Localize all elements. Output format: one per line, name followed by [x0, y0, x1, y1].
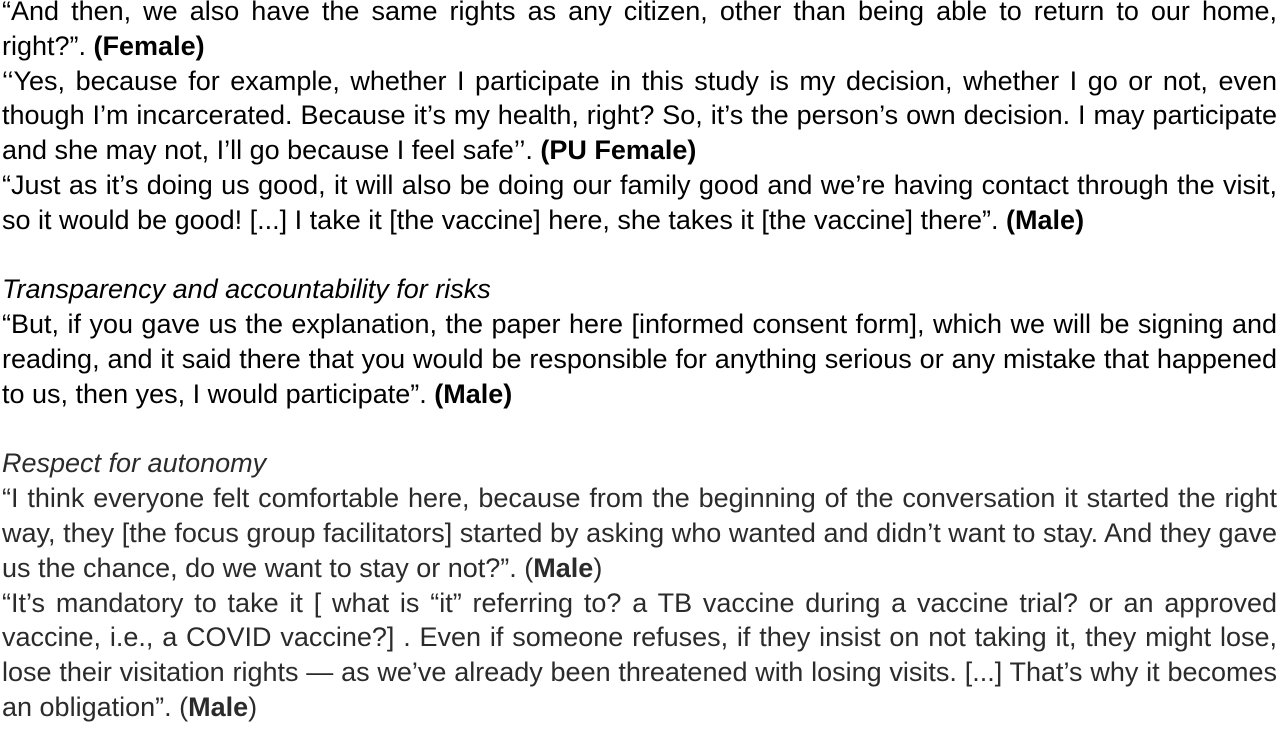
- quote-text: “It’s mandatory to take it [ what is “it” referring to? a TB vaccine during a vaccine trial? or an approved vaccine, i.e., a COVID vaccine?] . Even if someone refuses, if they insist on not taking it, they might lose, lose their visitation rights — as we’ve already been threatened with losing visits. [...] That’s why it becomes an obligation”. (: [2, 587, 1277, 722]
- document-body: [2, 0, 1277, 725]
- quote-male-vaccine-family: [2, 168, 1277, 238]
- speaker-label: (PU Female): [540, 135, 697, 166]
- quote-female: [2, 0, 1277, 64]
- quote-text: “I think everyone felt comfortable here, because from the beginning of the conversation it started the right way, they [the focus group facilitators] started by asking who wanted and didn’t want to stay. And they gave us the chance, do we want to stay or not?”. (: [2, 483, 1277, 583]
- quote-text: ‘‘Yes, because for example, whether I participate in this study is my decision, whether I go or not, even though I’m incarcerated. Because it’s my health, right? So, it’s the person’s own decision. I may participate and she may not, I’ll go because I feel safe’’.: [2, 65, 1277, 166]
- quote-male-mandatory: [2, 586, 1277, 725]
- speaker-label: Male: [533, 552, 594, 583]
- quote-male-comfortable: [2, 481, 1277, 585]
- speaker-label: (Female): [93, 30, 205, 61]
- paragraph-spacer: [2, 412, 1277, 447]
- paragraph-spacer: [2, 238, 1277, 273]
- closing-paren: ): [248, 691, 258, 722]
- section-heading-autonomy: Respect for autonomy: [2, 448, 267, 479]
- quote-text: “And then, we also have the same rights as any citizen, other than being able to return to our home, right?”.: [2, 0, 1277, 61]
- quote-text: “But, if you gave us the explanation, the paper here [informed consent form], which we will be signing and reading, and it said there that you would be responsible for anything serious or any mistake that happened to us, then yes, I would participate”.: [2, 309, 1277, 409]
- speaker-label: Male: [188, 691, 249, 722]
- section-heading-transparency: Transparency and accountability for risks: [2, 274, 491, 305]
- speaker-label: (Male): [434, 378, 513, 409]
- speaker-label: (Male): [1006, 204, 1085, 235]
- quote-pu-female: [2, 64, 1277, 168]
- quote-text: “Just as it’s doing us good, it will also be doing our family good and we’re having contact through the visit, so it would be good! [...] I take it [the vaccine] here, she takes it [the vaccine] there”.: [2, 169, 1277, 235]
- quote-male-consent: [2, 307, 1277, 411]
- closing-paren: ): [593, 552, 603, 583]
